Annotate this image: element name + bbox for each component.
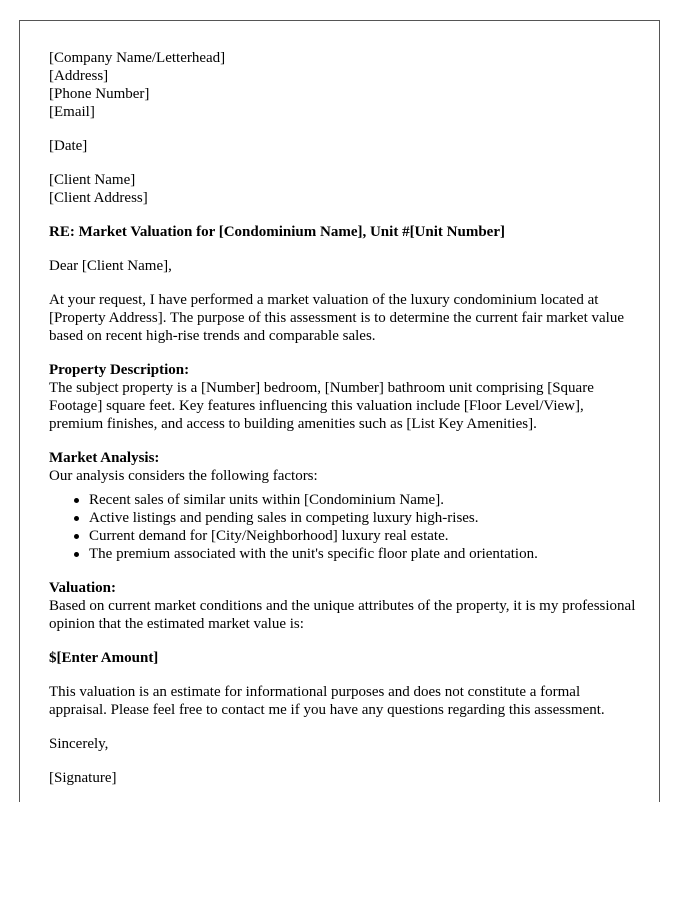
list-item: The premium associated with the unit's specific floor plate and orientation. — [89, 545, 639, 563]
bullet-icon — [74, 516, 79, 521]
letter-page — [19, 20, 660, 802]
valuation-text: Based on current market conditions and the unique attributes of the property, it is my professional opinion that the estimated market value is: — [49, 598, 636, 632]
company-address: [Address] — [49, 68, 109, 84]
property-section — [49, 361, 639, 433]
list-item: Active listings and pending sales in competing luxury high-rises. — [89, 509, 639, 527]
property-text: The subject property is a [Number] bedroom, [Number] bathroom unit comprising [Square Footage] square feet. Key features influencing this valuation include [Floor Level/View], premium finishes, and access to building amenities such as [List Key Amenities]. — [49, 380, 594, 432]
property-heading: Property Description: — [49, 362, 190, 378]
valuation-amount: $[Enter Amount] — [49, 650, 159, 666]
intro-paragraph: At your request, I have performed a market valuation of the luxury condominium located at [Property Address]. The purpose of this assessment is to determine the current fair market value based on recent high-rise trends and comparable sales. — [49, 292, 624, 344]
market-heading: Market Analysis: — [49, 450, 160, 466]
market-section — [49, 449, 639, 563]
subject-line: RE: Market Valuation for [Condominium Name], Unit #[Unit Number] — [49, 224, 505, 240]
company-phone: [Phone Number] — [49, 86, 150, 102]
recipient-name: [Client Name] — [49, 172, 136, 188]
closing-paragraph: This valuation is an estimate for informational purposes and does not constitute a formal appraisal. Please feel free to contact me if you have any questions regarding this assessment. — [49, 684, 605, 718]
letterhead — [49, 49, 639, 121]
company-name: [Company Name/Letterhead] — [49, 50, 226, 66]
salutation: Dear [Client Name], — [49, 258, 172, 274]
signature-placeholder: [Signature] — [49, 770, 117, 786]
list-item: Recent sales of similar units within [Condominium Name]. — [89, 491, 639, 509]
bullet-icon — [74, 552, 79, 557]
signoff: Sincerely, — [49, 736, 109, 752]
valuation-heading: Valuation: — [49, 580, 116, 596]
valuation-section — [49, 579, 639, 633]
bullet-icon — [74, 534, 79, 539]
factor-list — [49, 491, 639, 563]
recipient-block — [49, 171, 639, 207]
company-email: [Email] — [49, 104, 95, 120]
letter-date: [Date] — [49, 138, 88, 154]
list-item: Current demand for [City/Neighborhood] luxury real estate. — [89, 527, 639, 545]
market-intro: Our analysis considers the following factors: — [49, 468, 318, 484]
bullet-icon — [74, 498, 79, 503]
letter-body — [49, 49, 639, 802]
recipient-address: [Client Address] — [49, 190, 148, 206]
